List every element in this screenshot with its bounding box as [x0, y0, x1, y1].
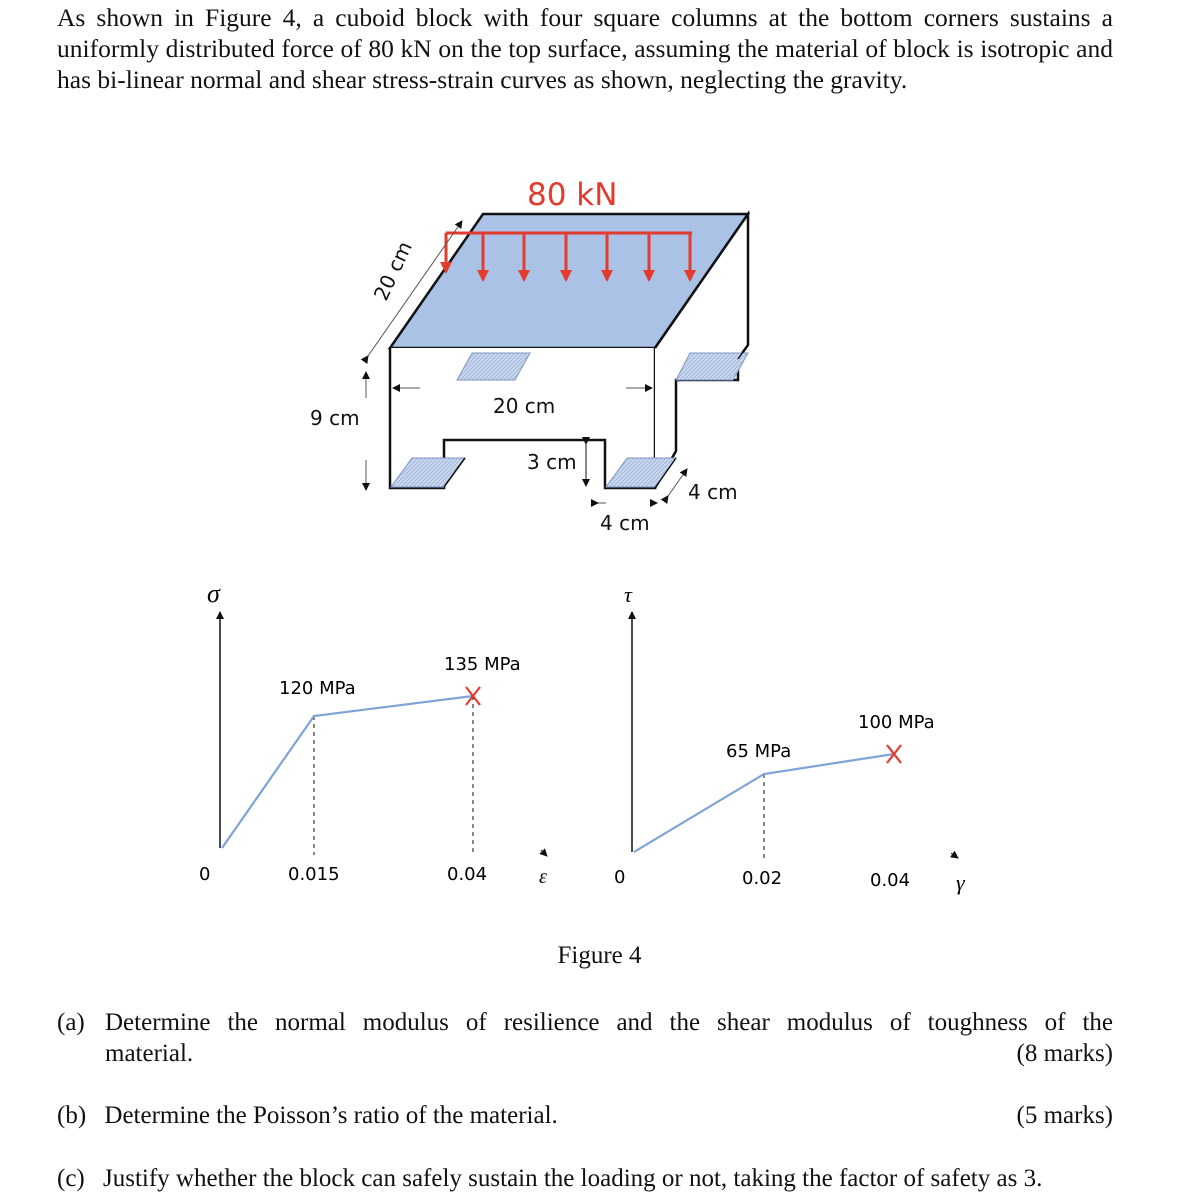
question-b-label: (b) [57, 1102, 87, 1129]
shear-ultimate-strain-label: 0.04 [870, 870, 911, 891]
shear-origin-label: 0 [614, 867, 626, 888]
normal-curve-line [222, 696, 473, 848]
question-a [57, 1007, 1113, 1069]
gamma-axis-label: γ [956, 870, 965, 895]
question-b [57, 1100, 1113, 1131]
question-b-text: Determine the Poisson’s ratio of the material. [104, 1102, 558, 1129]
figure-caption: Figure 4 [557, 942, 642, 969]
question-b-marks: (5 marks) [1016, 1102, 1113, 1129]
sigma-axis-label: σ [207, 579, 220, 608]
epsilon-axis-label: ε [539, 866, 547, 888]
height-label: 9 cm [310, 406, 360, 430]
shear-curve-line [634, 754, 894, 852]
shear-stress-strain-chart [614, 582, 966, 895]
normal-yield-stress-label: 120 MPa [279, 678, 356, 699]
tau-axis-label: τ [624, 582, 632, 607]
question-c-label: (c) [57, 1165, 85, 1192]
shear-ultimate-stress-label: 100 MPa [858, 712, 935, 733]
normal-stress-strain-chart [199, 579, 547, 888]
question-a-label: (a) [57, 1009, 85, 1036]
question-a-text-line1: Determine the normal modulus of resilience and the shear modulus of toughness of the [105, 1009, 1113, 1036]
question-c-text: Justify whether the block can safely sustain the loading or not, taking the factor of safety as 3. [103, 1165, 1043, 1192]
cuboid-block [390, 214, 748, 488]
normal-yield-strain-label: 0.015 [288, 864, 340, 885]
width-label: 20 cm [493, 394, 556, 418]
column-depth-dimension [668, 469, 687, 496]
problem-statement: As shown in Figure 4, a cuboid block with four square columns at the bottom corners sustains a uniformly distributed force of 80 kN on the top surface, assuming the material of block is isotropic and has bi-linear normal and shear stress-strain curves as shown, neglecting the gravity. [57, 3, 1113, 94]
question-a-marks: (8 marks) [1016, 1040, 1113, 1067]
column-depth-label: 4 cm [688, 480, 738, 504]
column-height-label: 3 cm [527, 450, 577, 474]
gamma-axis-arrow [951, 853, 958, 858]
normal-ultimate-stress-label: 135 MPa [444, 654, 521, 675]
load-label: 80 kN [527, 177, 618, 213]
question-a-text-line2: material. [105, 1040, 194, 1067]
epsilon-axis-arrow [541, 850, 547, 856]
question-c [57, 1163, 1117, 1194]
column-width-label: 4 cm [600, 511, 650, 535]
shear-yield-stress-label: 65 MPa [726, 741, 792, 762]
shear-yield-strain-label: 0.02 [742, 868, 783, 889]
normal-origin-label: 0 [199, 864, 211, 885]
depth-label: 20 cm [368, 237, 417, 305]
normal-ultimate-strain-label: 0.04 [447, 864, 488, 885]
